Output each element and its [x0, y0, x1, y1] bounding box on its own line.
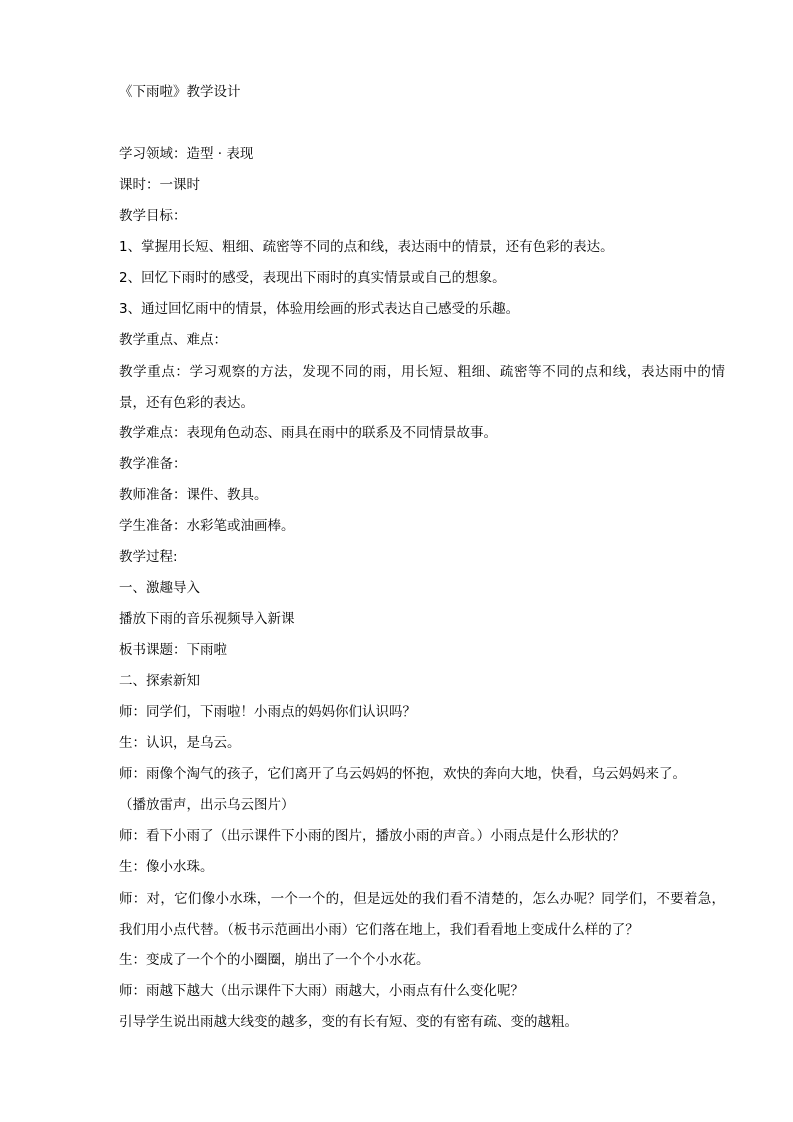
section-1-heading: 一、激趣导入: [119, 580, 200, 596]
difficulty-paragraph: 教学难点：表现角色动态、雨具在雨中的联系及不同情景故事。: [119, 425, 497, 441]
dialogue-line: 师：同学们，下雨啦！小雨点的妈妈你们认识吗？: [119, 704, 416, 720]
guidance-line: 引导学生说出雨越大线变的越多，变的有长有短、变的有密有疏、变的越粗。: [119, 1014, 578, 1030]
key-points-heading: 教学重点、难点：: [119, 332, 227, 348]
objective-2: 2、回忆下雨时的感受，表现出下雨时的真实情景或自己的想象。: [119, 270, 506, 286]
title-spacer: [119, 106, 725, 140]
stage-direction: （播放雷声，出示乌云图片）: [119, 797, 295, 813]
document-title: 《下雨啦》教学设计: [119, 84, 241, 100]
dialogue-line: 生：认识，是乌云。: [119, 735, 241, 751]
learning-domain: 学习领域：造型 · 表现: [119, 146, 254, 162]
class-hours: 课时：一课时: [119, 177, 200, 193]
teacher-preparation: 教师准备：课件、教具。: [119, 487, 268, 503]
intro-video-line: 播放下雨的音乐视频导入新课: [119, 611, 295, 627]
student-preparation: 学生准备：水彩笔或油画棒。: [119, 518, 295, 534]
process-heading: 教学过程:: [119, 549, 178, 565]
dialogue-line: 师：雨像个淘气的孩子，它们离开了乌云妈妈的怀抱，欢快的奔向大地，快看，乌云妈妈来了。: [119, 766, 686, 782]
document-body: [119, 78, 725, 1039]
key-point-paragraph: 教学重点：学习观察的方法，发现不同的雨，用长短、粗细、疏密等不同的点和线，表达雨中的情景，还有色彩的表达。: [119, 364, 725, 411]
dialogue-line: 生：变成了一个个的小圈圈，崩出了一个个小水花。: [119, 952, 430, 968]
preparation-heading: 教学准备：: [119, 456, 187, 472]
board-title-line: 板书课题：下雨啦: [119, 642, 227, 658]
objective-3: 3、通过回忆雨中的情景，体验用绘画的形式表达自己感受的乐趣。: [119, 301, 520, 317]
section-2-heading: 二、探索新知: [119, 673, 200, 689]
dialogue-line: 师：雨越下越大（出示课件下大雨）雨越大，小雨点有什么变化呢？: [119, 983, 524, 999]
dialogue-line: 生：像小水珠。: [119, 859, 214, 875]
objectives-heading: 教学目标：: [119, 208, 187, 224]
dialogue-line: 师：看下小雨了（出示课件下小雨的图片，播放小雨的声音。）小雨点是什么形状的？: [119, 828, 626, 844]
objective-1: 1、掌握用长短、粗细、疏密等不同的点和线，表达雨中的情景，还有色彩的表达。: [119, 239, 614, 255]
dialogue-paragraph: 师：对，它们像小水珠，一个一个的，但是远处的我们看不清楚的，怎么办呢？同学们，不要着急，我们用小点代替。（板书示范画出小雨）它们落在地上，我们看看地上变成什么样的了？: [119, 891, 725, 938]
